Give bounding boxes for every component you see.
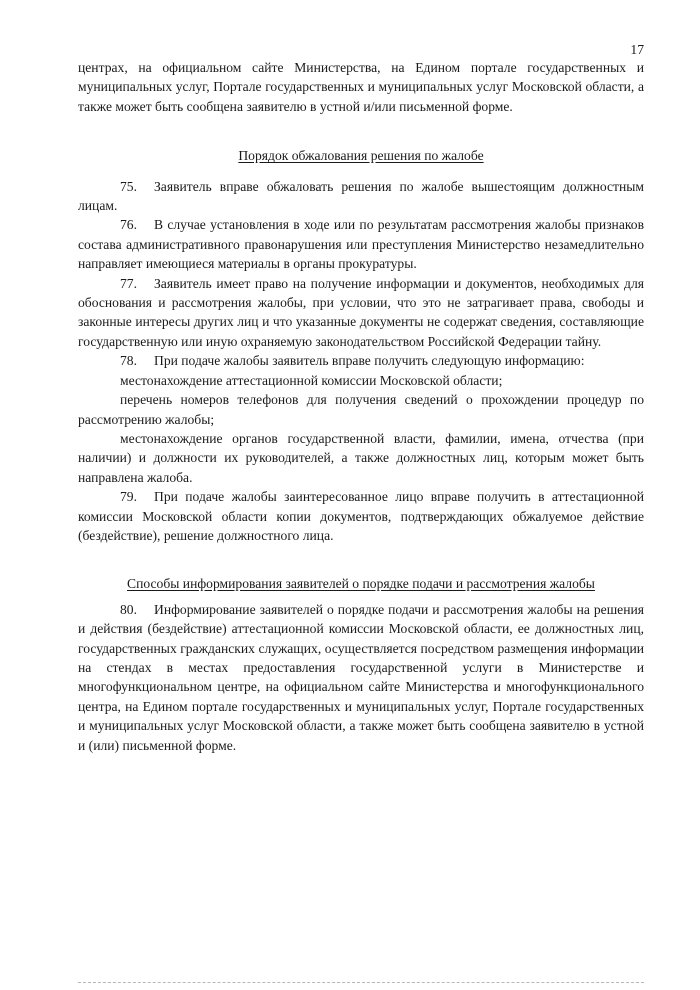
clause-80 [78, 600, 644, 755]
section-heading-appeal-procedure: Порядок обжалования решения по жалобе [238, 148, 484, 164]
document-body [78, 58, 644, 755]
page-number: 17 [630, 42, 644, 57]
clause-number: 80. [120, 601, 137, 617]
clause-77 [78, 274, 644, 352]
clause-78-item-2: перечень номеров телефонов для получения сведений о прохождении процедур по рассмотрению жалобы; [78, 392, 644, 427]
scan-artifact-line [78, 982, 644, 984]
intro-paragraph: центрах, на официальном сайте Министерства, на Едином портале государственных и муниципальных услуг, Портале государственных и муниципальных услуг Московской области, а также может быть сообщена заявителю в устной и/или письменной форме. [78, 60, 644, 114]
clause-text: В случае установления в ходе или по результатам рассмотрения жалобы признаков состава административного правонарушения или преступления Министерство незамедлительно направляет имеющиеся материалы в органы прокуратуры. [78, 217, 644, 272]
section-heading-informing-methods: Способы информирования заявителей о порядке подачи и рассмотрения жалобы [127, 576, 595, 592]
clause-text: При подаче жалобы заинтересованное лицо вправе получить в аттестационной комиссии Московской области копии документов, подтверждающих обжалуемое действие (бездействие), решение должностного лица. [78, 489, 644, 543]
clause-text: Заявитель имеет право на получение информации и документов, необходимых для обоснования и рассмотрения жалобы, при условии, что это не затрагивает права, свободы и законные интересы других лиц и что указанные документы не содержат сведения, составляющие государственную или иную охраняемую законодательством Российской Федерации тайну. [78, 275, 644, 349]
clause-number: 75. [120, 178, 137, 194]
clause-text: При подаче жалобы заявитель вправе получить следующую информацию: [154, 353, 585, 369]
clause-78 [78, 351, 644, 370]
clause-78-item-1: местонахождение аттестационной комиссии Московской области; [120, 372, 503, 388]
clause-number: 79. [120, 489, 137, 505]
clause-78-item-3: местонахождение органов государственной власти, фамилии, имена, отчества (при наличии) и должности их руководителей, а также должностных лиц, которым может быть направлена жалоба. [78, 430, 644, 485]
clause-76 [78, 215, 644, 273]
clause-number: 78. [120, 353, 137, 369]
clause-text: Заявитель вправе обжаловать решения по жалобе вышестоящим должностным лицам. [78, 178, 644, 214]
clause-75 [78, 177, 644, 216]
clause-79 [78, 487, 644, 545]
clause-text: Информирование заявителей о порядке подачи и рассмотрения жалобы на решения и действия (бездействие) аттестационной комиссии Московской области, ее должностных лиц, государственных гражданских служащих, осуществляется посредством размещения информации на стендах в местах предоставления государственной услуги в Министерстве и многофункциональном центре, на официальном сайте Министерства и многофункционального центра, на Едином портале государственных и муниципальных услуг, Портале государственных и муниципальных услуг Московской области, а также может быть сообщена заявителю в устной и (или) письменной форме. [78, 601, 644, 753]
clause-number: 77. [120, 275, 137, 291]
clause-number: 76. [120, 217, 137, 233]
